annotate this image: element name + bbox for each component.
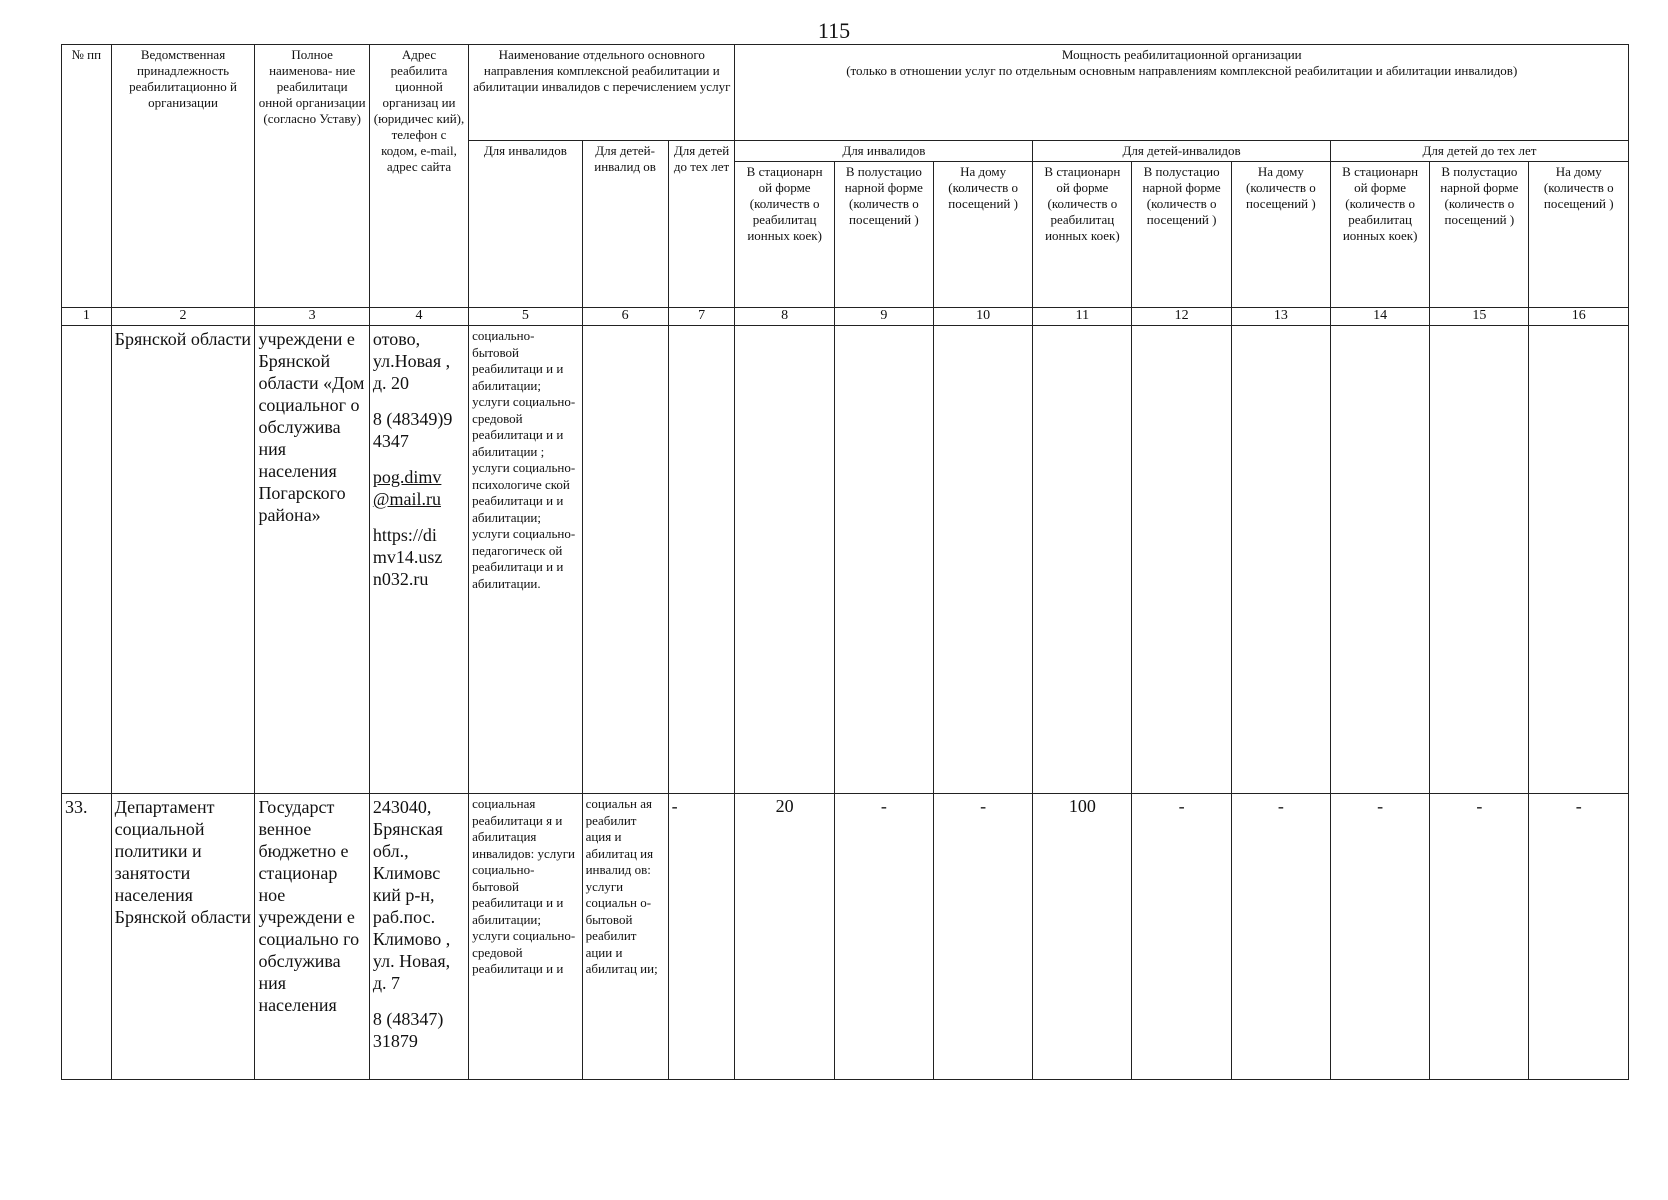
row33-services-disabled: социальная реабилитаци я и абилитация инвалидов: услуги социально-бытовой реабилитаци и и абилитации; услуги социально-средовой реабилитаци и и — [469, 794, 582, 1080]
row33-full-name: Государст венное бюджетно е стационар ное учреждени е социально го обслужива ния населения — [255, 794, 369, 1080]
row33-col10: - — [933, 794, 1032, 1080]
row-cont-col10 — [933, 326, 1032, 794]
row-cont-col12 — [1132, 326, 1231, 794]
column-number: 1 — [62, 308, 112, 326]
table-row-continued — [62, 326, 1629, 794]
row-cont-col13 — [1231, 326, 1330, 794]
row33-col12: - — [1132, 794, 1231, 1080]
row-cont-col8 — [735, 326, 834, 794]
column-number: 9 — [834, 308, 933, 326]
rehabilitation-organizations-table — [61, 44, 1629, 1080]
row33-phone: 8 (48347) 31879 — [372, 1009, 444, 1051]
row33-number: 33. — [62, 794, 112, 1080]
row-cont-col6 — [582, 326, 668, 794]
row-cont-col1 — [62, 326, 112, 794]
table-row-33 — [62, 794, 1629, 1080]
header-row — [62, 45, 1629, 141]
header-col6: Для детей-инвалид ов — [582, 141, 668, 308]
row33-department: Департамент социальной политики и занятости населения Брянской области — [111, 794, 255, 1080]
row-cont-col16 — [1529, 326, 1629, 794]
row-cont-col14 — [1330, 326, 1429, 794]
header-col-full-name: Полное наименова- ние реабилитаци онной организации (согласно Уставу) — [255, 45, 369, 308]
column-number: 11 — [1033, 308, 1132, 326]
row33-address — [369, 794, 468, 1080]
column-number: 10 — [933, 308, 1032, 326]
row-cont-address — [369, 326, 468, 794]
column-number: 5 — [469, 308, 582, 326]
header-capacity-note: (только в отношении услуг по отдельным основным направлениям комплексной реабилитации и абилитации инвалидов) — [846, 63, 1518, 78]
column-number: 12 — [1132, 308, 1231, 326]
column-number: 8 — [735, 308, 834, 326]
row-cont-address-text: отово, ул.Новая , д. 20 — [372, 329, 451, 393]
header-sub-children-under3: Для детей до тех лет — [1330, 141, 1628, 162]
row33-col16: - — [1529, 794, 1629, 1080]
column-numbers-row — [62, 308, 1629, 326]
header-col5: Для инвалидов — [469, 141, 582, 308]
header-sub-children-disabled: Для детей-инвалидов — [1033, 141, 1331, 162]
header-col-department: Ведомственная принадлежность реабилитационно й организации — [111, 45, 255, 308]
header-capacity-group — [735, 45, 1629, 141]
row33-col14: - — [1330, 794, 1429, 1080]
row-cont-col7 — [668, 326, 735, 794]
header-col-address: Адрес реабилита ционной организац ии (юридичес кий), телефон с кодом, e-mail, адрес сайта — [369, 45, 468, 308]
row-cont-col9 — [834, 326, 933, 794]
row-cont-col15 — [1430, 326, 1529, 794]
row33-col8: 20 — [735, 794, 834, 1080]
header-direction-group: Наименование отдельного основного направления комплексной реабилитации и абилитации инвалидов с перечислением услуг — [469, 45, 735, 141]
row33-address-text: 243040, Брянская обл., Климовс кий р-н, раб.пос. Климово , ул. Новая, д. 7 — [372, 797, 451, 993]
row33-services-children: социальн ая реабилит ация и абилитац ия инвалид ов: услуги социальн о-бытовой реабилит ации и абилитац ии; — [582, 794, 668, 1080]
row-cont-email-link[interactable]: pog.dimv @mail.ru — [372, 467, 442, 509]
column-number: 13 — [1231, 308, 1330, 326]
header-col9: В полустацио нарной форме (количеств о посещений ) — [834, 162, 933, 308]
header-col-number: № пп — [62, 45, 112, 308]
row33-col13: - — [1231, 794, 1330, 1080]
column-number: 15 — [1430, 308, 1529, 326]
page-number: 115 — [817, 18, 851, 43]
column-number: 7 — [668, 308, 735, 326]
row33-col11: 100 — [1033, 794, 1132, 1080]
row33-col9: - — [834, 794, 933, 1080]
header-col15: В полустацио нарной форме (количеств о посещений ) — [1430, 162, 1529, 308]
row-cont-phone: 8 (48349)9 4347 — [372, 409, 453, 451]
header-col7: Для детей до тех лет — [668, 141, 735, 308]
header-col14: В стационарн ой форме (количеств о реабилитац ионных коек) — [1330, 162, 1429, 308]
row-cont-full-name: учреждени е Брянской области «Дом социальног о обслужива ния населения Погарского района» — [255, 326, 369, 794]
header-col10: На дому (количеств о посещений ) — [933, 162, 1032, 308]
column-number: 4 — [369, 308, 468, 326]
column-number: 6 — [582, 308, 668, 326]
column-number: 16 — [1529, 308, 1629, 326]
header-capacity-title: Мощность реабилитационной организации — [1061, 47, 1302, 62]
header-col13: На дому (количеств о посещений ) — [1231, 162, 1330, 308]
column-number: 14 — [1330, 308, 1429, 326]
header-col11: В стационарн ой форме (количеств о реабилитац ионных коек) — [1033, 162, 1132, 308]
row-cont-department: Брянской области — [111, 326, 255, 794]
header-sub-disabled: Для инвалидов — [735, 141, 1033, 162]
column-number: 2 — [111, 308, 255, 326]
column-number: 3 — [255, 308, 369, 326]
header-col16: На дому (количеств о посещений ) — [1529, 162, 1629, 308]
row33-col7: - — [668, 794, 735, 1080]
row33-col15: - — [1430, 794, 1529, 1080]
header-col8: В стационарн ой форме (количеств о реабилитац ионных коек) — [735, 162, 834, 308]
row-cont-services: социально-бытовой реабилитаци и и абилитации; услуги социально-средовой реабилитаци и и абилитации ; услуги социально-психологиче ской реабилитаци и и абилитации; услуги социально-педагогическ ой реабилитаци и и абилитации. — [469, 326, 582, 794]
row-cont-col11 — [1033, 326, 1132, 794]
row-cont-site-link[interactable]: https://di mv14.usz n032.ru — [372, 525, 443, 589]
header-col12: В полустацио нарной форме (количеств о посещений ) — [1132, 162, 1231, 308]
